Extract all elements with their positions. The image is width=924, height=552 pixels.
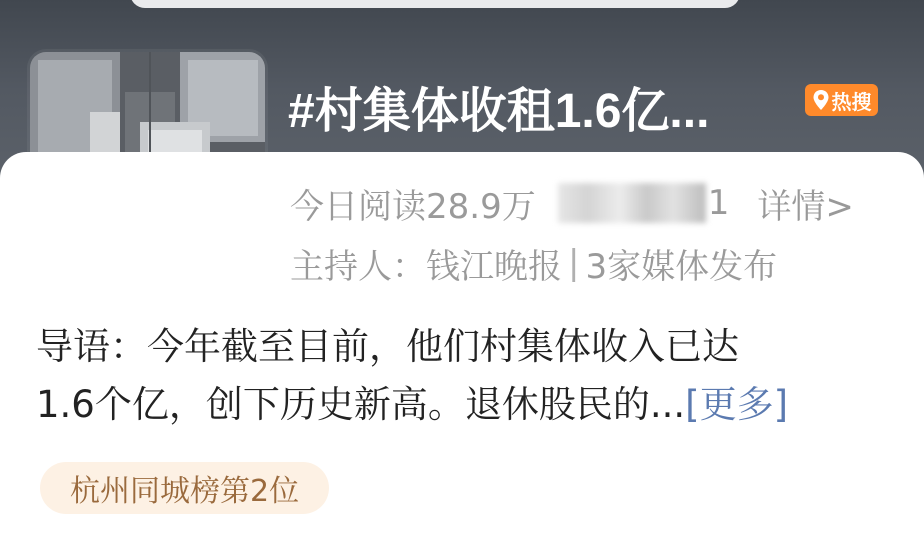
topic-title[interactable]: #村集体收租1.6亿... xyxy=(288,85,710,138)
hot-search-badge xyxy=(805,84,878,116)
blurred-discussion-count xyxy=(558,183,706,223)
read-count: 今日阅读28.9万 xyxy=(290,186,536,227)
city-rank-chip[interactable] xyxy=(40,462,329,514)
more-link[interactable]: [更多] xyxy=(685,383,789,426)
city-rank-label: 杭州同城榜第2位 xyxy=(70,474,300,509)
location-pin-icon xyxy=(812,89,830,111)
hot-badge-label: 热搜 xyxy=(831,89,872,114)
stats-row xyxy=(290,178,854,228)
host-row xyxy=(290,238,777,288)
media-count[interactable]: 3家媒体发布 xyxy=(585,246,778,287)
topic-intro xyxy=(36,318,896,434)
host-separator: | xyxy=(568,243,580,283)
blurred-count-suffix: 1 xyxy=(707,183,730,223)
host-label[interactable]: 主持人：钱江晚报 xyxy=(290,246,562,287)
details-link[interactable]: 详情> xyxy=(757,186,854,227)
intro-line-2: 1.6个亿，创下历史新高。退休股民的... xyxy=(36,383,686,426)
intro-line-1: 导语：今年截至目前，他们村集体收入已达 xyxy=(36,325,739,368)
search-bar-edge[interactable] xyxy=(130,0,740,8)
intro-line-2-wrapper xyxy=(36,376,896,434)
